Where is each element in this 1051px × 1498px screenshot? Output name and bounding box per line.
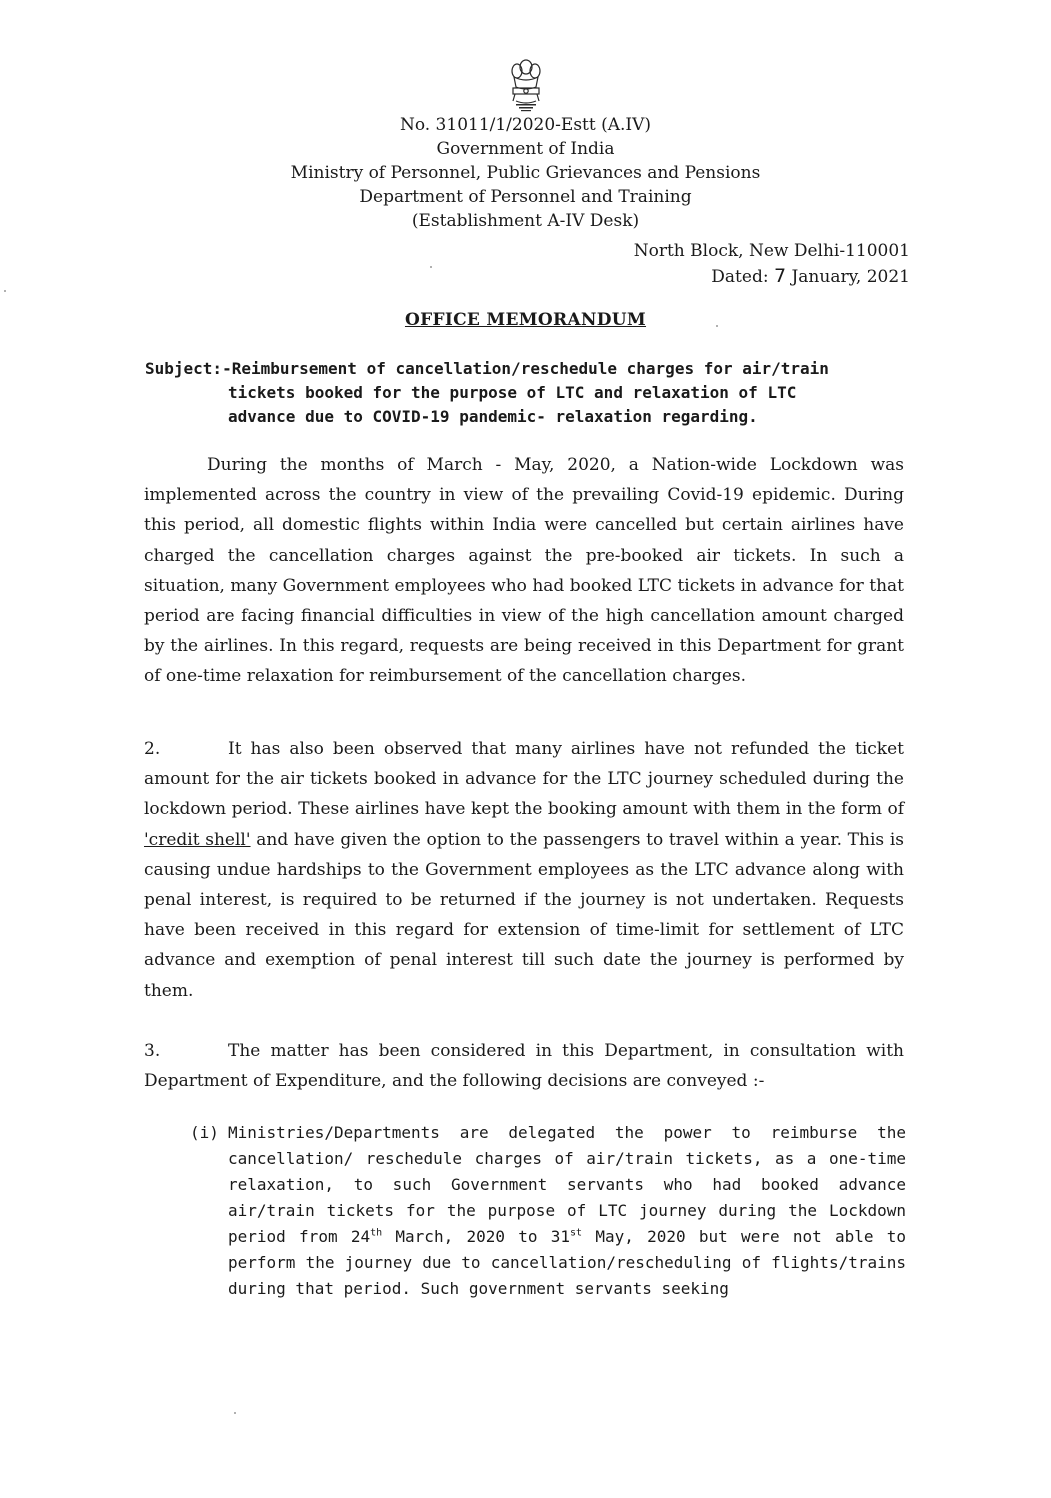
memo-title: OFFICE MEMORANDUM — [404, 310, 647, 330]
paragraph-3-body — [144, 1036, 904, 1096]
subject-text-1: Reimbursement of cancellation/reschedule charges for air/train — [231, 359, 829, 378]
ministry-name: Ministry of Personnel, Public Grievances and Pensions — [290, 163, 761, 183]
subject-line-2: tickets booked for the purpose of LTC and relaxation of LTC — [228, 383, 797, 402]
item-1-part-2: March, 2020 to 31 — [382, 1227, 571, 1246]
national-emblem-icon — [506, 57, 546, 113]
paragraph-2-number: 2. — [144, 739, 161, 759]
paragraph-3-text: The matter has been considered in this Department, in consultation with Department of Expenditure, and the following decisions are conveyed :- — [144, 1041, 904, 1092]
paragraph-3 — [144, 1036, 904, 1096]
decision-item-1 — [190, 1120, 906, 1302]
scan-speck — [430, 266, 432, 268]
subject-block — [145, 357, 905, 429]
item-1-text — [228, 1120, 906, 1302]
letterhead — [200, 113, 851, 233]
paragraph-2-body — [144, 734, 904, 1006]
scan-speck — [4, 290, 6, 292]
scan-speck — [234, 1412, 236, 1414]
scan-speck — [716, 325, 718, 327]
item-1-sup-2: st — [570, 1227, 583, 1239]
government-name: Government of India — [436, 139, 615, 159]
address: North Block, New Delhi-110001 — [633, 241, 910, 261]
item-1-part-3: May, 2020 but were not able to perform the journey due to cancellation/rescheduling of flights/trains during that period. Such government servants seeking — [228, 1227, 907, 1298]
dated-day: 7 — [773, 265, 787, 287]
dated-label: Dated: — [711, 267, 769, 287]
dated-month-year: January, 2021 — [791, 267, 910, 287]
paragraph-1 — [144, 450, 904, 692]
paragraph-3-number: 3. — [144, 1041, 161, 1061]
desk-name: (Establishment A-IV Desk) — [411, 211, 640, 231]
item-marker: (i) — [190, 1123, 219, 1142]
subject-line-1 — [145, 357, 905, 381]
item-1-sup-1: th — [370, 1227, 383, 1239]
file-number: No. 31011/1/2020-Estt (A.IV) — [399, 115, 652, 135]
subject-line-3: advance due to COVID-19 pandemic- relaxation regarding. — [228, 407, 758, 426]
paragraph-2-text-b: and have given the option to the passengers to travel within a year. This is causing undue hardships to the Government employees as the LTC advance along with penal interest, is required to be returned if the journey is not undertaken. Requests have been received in this regard for extension of time-limit for settlement of LTC advance and exemption of penal interest till such date the journey is performed by them. — [144, 829, 905, 1001]
paragraph-1-text: During the months of March - May, 2020, a Nation-wide Lockdown was implemented across the country in view of the prevailing Covid-19 epidemic. During this period, all domestic flights within India were cancelled but certain airlines have charged the cancellation charges against the pre-booked air tickets. In such a situation, many Government employees who had booked LTC tickets in advance for that period are facing financial difficulties in view of the high cancellation amount charged by the airlines. In this regard, requests are being received in this Department for grant of one-time relaxation for reimbursement of the cancellation charges. — [144, 455, 904, 687]
credit-shell-term: 'credit shell' — [144, 829, 251, 850]
department-name: Department of Personnel and Training — [359, 187, 692, 207]
subject-label: Subject:- — [145, 359, 232, 378]
item-1-part-1: Ministries/Departments are delegated the power to reimburse the cancellation/ reschedule charges of air/train tickets, as a one-time relaxation, to such Government servants who had booked advance air/train tickets for the purpose of LTC journey during the Lockdown period from 24 — [228, 1123, 906, 1246]
place-and-date — [634, 239, 910, 290]
paragraph-2 — [144, 734, 904, 1006]
date-line — [634, 264, 910, 290]
paragraph-2-text-a: It has also been observed that many airlines have not refunded the ticket amount for the air tickets booked in advance for the LTC journey scheduled during the lockdown period. These airlines have kept the booking amount with them in the form of — [144, 739, 904, 820]
